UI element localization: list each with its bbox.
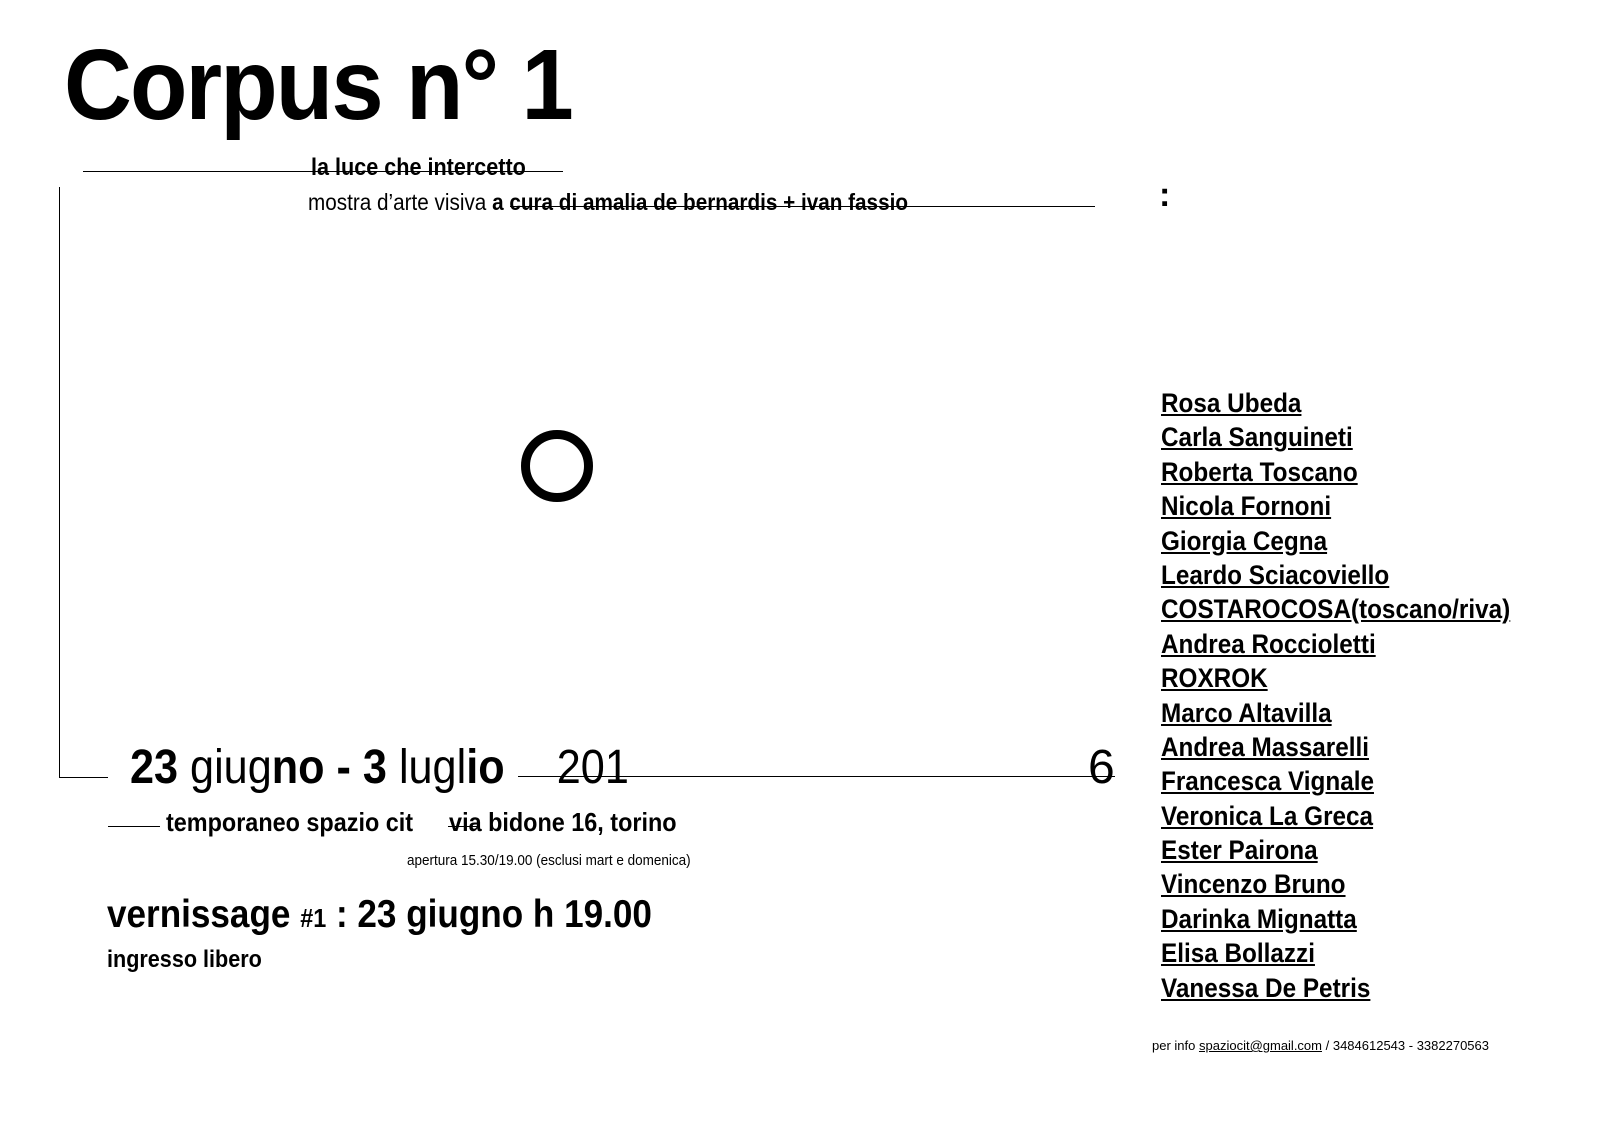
entry-info: ingresso libero — [107, 946, 262, 973]
vernissage-label: vernissage — [107, 893, 291, 936]
artist-name: Carla Sanguineti — [1161, 422, 1353, 453]
divider-line-top — [83, 171, 313, 172]
artist-list — [1161, 386, 1549, 1005]
artist-name: Veronica La Greca — [1161, 800, 1374, 831]
artist-name: Rosa Ubeda — [1161, 388, 1302, 418]
vernissage-line — [107, 893, 652, 937]
venue-line — [166, 807, 677, 838]
contact-phones: / 3484612543 - 3382270563 — [1322, 1038, 1489, 1053]
ring-graphic — [521, 430, 593, 502]
year-part-a: 201 — [556, 741, 629, 794]
contact-email-link[interactable]: spaziocit@gmail.com — [1198, 1038, 1322, 1053]
artist-name: Vanessa De Petris — [1161, 972, 1371, 1003]
vernissage-number: #1 — [300, 903, 327, 933]
curators: a cura di amalia de bernardis + ivan fassio — [492, 189, 908, 215]
divider-line-venue-left — [108, 826, 160, 827]
exhibition-type: mostra d’arte visiva — [308, 189, 487, 215]
venue-address: via bidone 16, torino — [449, 807, 677, 837]
artist-name: Elisa Bollazzi — [1161, 938, 1315, 969]
end-month-b: io — [466, 741, 505, 794]
exhibition-dates — [130, 742, 629, 795]
colon-mark: : — [1159, 176, 1171, 214]
opening-hours: apertura 15.30/19.00 (esclusi mart e domenica) — [407, 852, 691, 869]
contact-prefix: per info — [1152, 1038, 1199, 1053]
frame-line-vertical — [59, 187, 60, 778]
artist-name: Ester Pairona — [1161, 835, 1318, 866]
vernissage-when: : 23 giugno h 19.00 — [326, 893, 652, 936]
contact-info — [1152, 1038, 1489, 1053]
year-part-b: 6 — [1088, 741, 1115, 794]
artist-name: ROXROK — [1161, 663, 1268, 694]
end-month-a: lugl — [386, 741, 467, 794]
artist-name: Marco Altavilla — [1161, 697, 1332, 728]
start-month-a: giug — [178, 741, 272, 794]
artist-name: Nicola Fornoni — [1161, 491, 1332, 522]
artist-name: Francesca Vignale — [1161, 766, 1374, 797]
page-title: Corpus n° 1 — [64, 29, 572, 141]
artist-name: Roberta Toscano — [1161, 456, 1358, 487]
artist-name: Darinka Mignatta — [1161, 903, 1357, 934]
start-month-b: no — [271, 741, 325, 794]
frame-line-bottom — [59, 777, 108, 778]
start-day: 23 — [130, 741, 179, 794]
artist-name: Leardo Sciacoviello — [1161, 559, 1390, 590]
artist-name: Andrea Massarelli — [1161, 731, 1369, 762]
artist-name: COSTAROCOSA(toscano/riva) — [1161, 594, 1511, 625]
venue-name: temporaneo spazio cit — [166, 807, 414, 837]
subtitle: la luce che intercetto — [311, 154, 526, 181]
date-dash: - — [324, 741, 363, 794]
artist-name: Vincenzo Bruno — [1161, 869, 1346, 900]
end-day: 3 — [362, 741, 387, 794]
artist-name: Andrea Roccioletti — [1161, 628, 1376, 659]
exhibition-line — [308, 189, 908, 216]
artist-name: Giorgia Cegna — [1161, 525, 1328, 556]
